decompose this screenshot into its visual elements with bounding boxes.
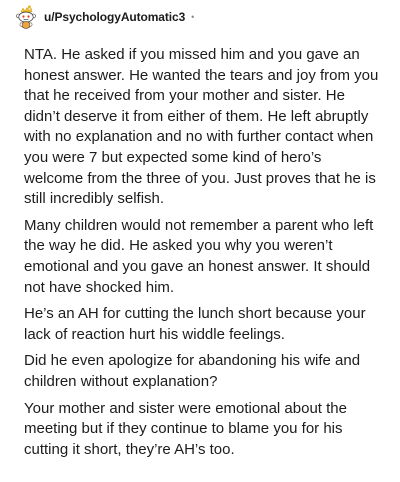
comment-body [24,45,382,466]
comment-header [14,5,194,29]
comment-paragraph: Did he even apologize for abandoning his wife and children without explanation? [24,352,361,390]
comment-paragraph: Your mother and sister were emotional about the meeting but if they continue to blame you for his cutting it short, they’re AH’s too. [24,399,347,458]
comment-paragraph: Many children would not remember a parent who left the way he did. He asked you why you weren’t emotional and you gave an honest answer. It should not have shocked him. [24,216,374,296]
comment-author-link[interactable]: u/PsychologyAutomatic3 [44,10,186,24]
meta-separator: • [191,12,195,22]
comment-paragraph: NTA. He asked if you missed him and you gave an honest answer. He wanted the tears and joy from you that he received from your mother and sister. He didn’t deserve it from either of them. He left abruptly with no explanation and no with further contact when you were 7 but expected some kind of hero’s welcome from the three of you. Just proves that he is still incredibly selfish. [24,46,379,208]
comment-paragraph: He’s an AH for cutting the lunch short because your lack of reaction hurt his widdle feelings. [24,305,366,343]
snoo-avatar-icon[interactable] [14,5,38,29]
